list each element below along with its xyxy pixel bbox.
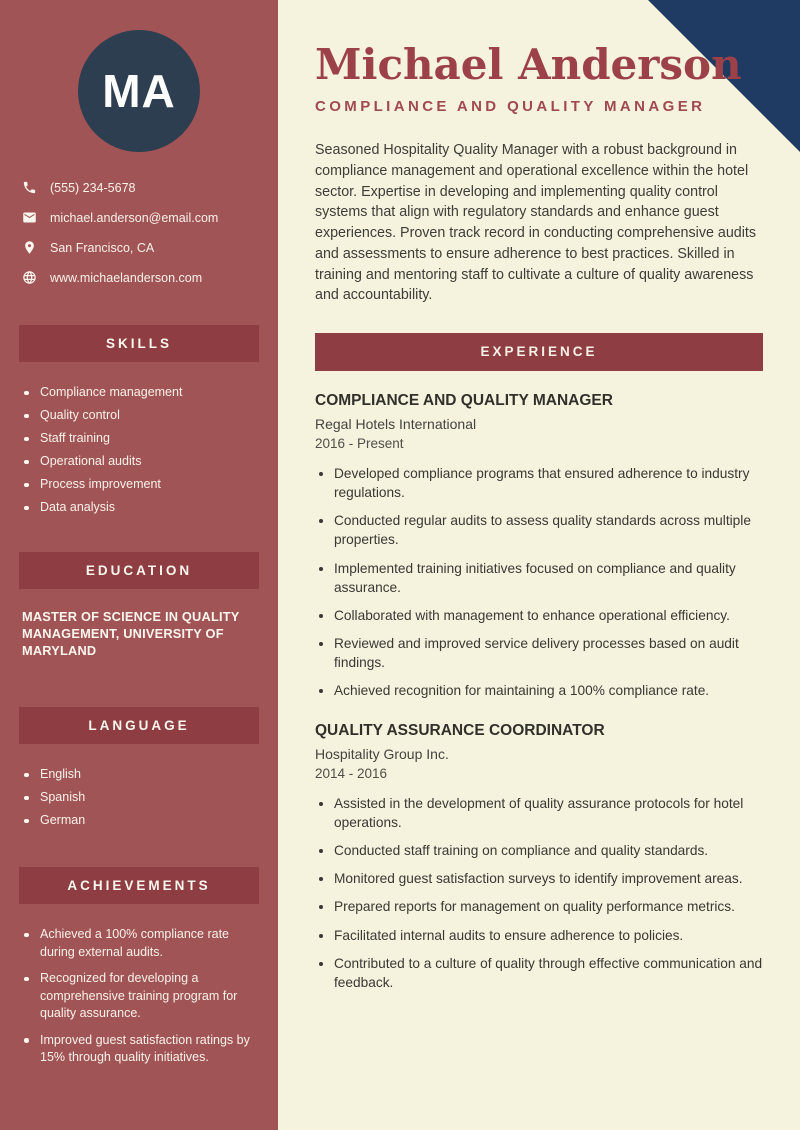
education-section-title: EDUCATION [85, 563, 193, 578]
job-bullet: • Implemented training initiatives focused on compliance and quality assurance. [334, 559, 763, 597]
language-section-title: LANGUAGE [88, 718, 190, 733]
job-company: Hospitality Group Inc. [315, 745, 449, 762]
job-bullet-list [315, 794, 763, 992]
job-bullet: • Reviewed and improved service delivery processes based on audit findings. [334, 634, 763, 672]
skills-list [0, 384, 278, 516]
skill-item: Process improvement [22, 476, 264, 493]
contact-text: San Francisco, CA [50, 240, 155, 255]
language-item: English [22, 766, 264, 783]
language-list [0, 766, 278, 829]
job-bullet: • Prepared reports for management on quality performance metrics. [334, 897, 763, 916]
contact-item [22, 210, 262, 225]
globe-icon [22, 270, 37, 285]
contact-text: michael.anderson@email.com [50, 210, 219, 225]
achievements-section-header [19, 867, 259, 904]
job-bullet-list [315, 464, 763, 701]
job-bullet: • Facilitated internal audits to ensure adherence to policies. [334, 926, 763, 945]
skills-section-title: SKILLS [105, 336, 172, 351]
person-name: Michael Anderson [315, 40, 742, 89]
achievement-item: Improved guest satisfaction ratings by 15% through quality initiatives. [22, 1032, 264, 1067]
skill-item: Quality control [22, 407, 264, 424]
job-company: Regal Hotels International [315, 415, 477, 432]
job-title: QUALITY ASSURANCE COORDINATOR [315, 721, 605, 739]
language-item: German [22, 812, 264, 829]
contact-info [0, 180, 278, 285]
contact-text: www.michaelanderson.com [50, 270, 203, 285]
job-dates: 2014 - 2016 [315, 765, 388, 781]
achievements-section-title: ACHIEVEMENTS [67, 878, 211, 893]
skill-item: Data analysis [22, 499, 264, 516]
achievement-item: Achieved a 100% compliance rate during external audits. [22, 926, 264, 961]
job-entry [315, 722, 763, 992]
email-icon [22, 210, 37, 225]
job-bullet: • Monitored guest satisfaction surveys to identify improvement areas. [334, 869, 763, 888]
skill-item: Operational audits [22, 453, 264, 470]
location-icon [22, 240, 37, 255]
job-bullet: • Assisted in the development of quality assurance protocols for hotel operations. [334, 794, 763, 832]
job-role-title: COMPLIANCE AND QUALITY MANAGER [315, 98, 706, 116]
skill-item: Compliance management [22, 384, 264, 401]
main-content [278, 0, 800, 1130]
skills-section-header [19, 325, 259, 362]
job-entry [315, 392, 763, 701]
experience-section-header [315, 333, 763, 371]
avatar-initials: MA [102, 65, 176, 117]
contact-item [22, 180, 262, 195]
job-dates: 2016 - Present [315, 435, 404, 451]
job-bullet: • Contributed to a culture of quality through effective communication and feedback. [334, 954, 763, 992]
experience-entries [315, 392, 763, 992]
achievements-list [0, 926, 278, 1067]
avatar [78, 30, 200, 152]
job-bullet: • Collaborated with management to enhance operational efficiency. [334, 606, 763, 625]
sidebar [0, 0, 278, 1130]
education-section-header [19, 552, 259, 589]
contact-item [22, 270, 262, 285]
job-title: COMPLIANCE AND QUALITY MANAGER [315, 391, 613, 409]
job-bullet: • Conducted staff training on compliance and quality standards. [334, 841, 763, 860]
job-bullet: • Conducted regular audits to assess quality standards across multiple properties. [334, 511, 763, 549]
contact-text: (555) 234-5678 [50, 180, 136, 195]
profile-summary: Seasoned Hospitality Quality Manager with a robust background in compliance management and operational excellence within the hotel sector. Expertise in developing and implementing quality control systems that align with regulatory standards and enhance guest experiences. Proven track record in conducting comprehensive audits and assessments to ensure adherence to best practices. Skilled in training and mentoring staff to cultivate a culture of quality awareness and accountability. [315, 142, 757, 304]
experience-section-title: EXPERIENCE [480, 344, 598, 360]
contact-item [22, 240, 262, 255]
language-item: Spanish [22, 789, 264, 806]
phone-icon [22, 180, 37, 195]
skill-item: Staff training [22, 430, 264, 447]
education-degree: MASTER OF SCIENCE IN QUALITY MANAGEMENT, UNIVERSITY OF MARYLAND [22, 609, 240, 658]
language-section-header [19, 707, 259, 744]
achievement-item: Recognized for developing a comprehensive training program for quality assurance. [22, 970, 264, 1023]
job-bullet: • Developed compliance programs that ensured adherence to industry regulations. [334, 464, 763, 502]
job-bullet: • Achieved recognition for maintaining a 100% compliance rate. [334, 681, 763, 700]
